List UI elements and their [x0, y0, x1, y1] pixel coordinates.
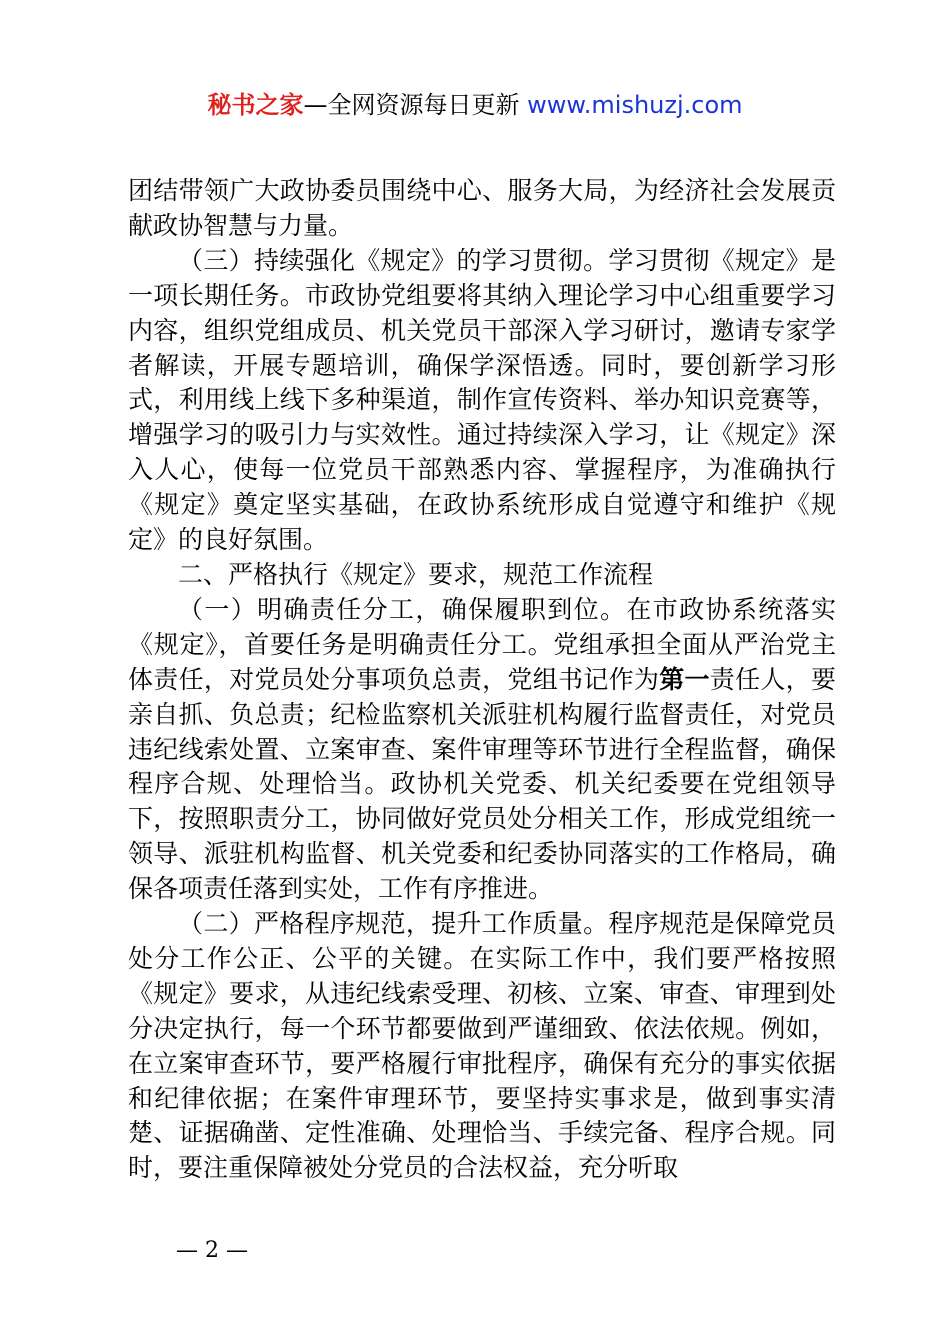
paragraph-text-after: 责任人，要亲自抓、负总责；纪检监察机关派驻机构履行监督责任，对党员违纪线索处置、立案审查、案件审理等环节进行全程监督，确保程序合规、处理恰当。政协机关党委、机关纪委要在党组领导下，按照职责分工，协同做好党员处分相关工作，形成党组统一领导、派驻机构监督、机关党委和纪委协同落实的工作格局，确保各项责任落到实处，工作有序推进。 — [128, 664, 836, 904]
site-header — [0, 88, 950, 122]
paragraph-subsection-1 — [128, 593, 836, 907]
paragraph-text-before: （一）明确责任分工，确保履职到位。在市政协系统落实《规定》，首要任务是明确责任分工。党组承担全面从严治党主体责任，对党员处分事项负总责，党组书记作为 — [128, 594, 836, 694]
paragraph-continuation: 团结带领广大政协委员围绕中心、服务大局，为经济社会发展贡献政协智慧与力量。 — [128, 176, 836, 240]
document-body — [128, 174, 836, 1186]
paragraph-section-3: （三）持续强化《规定》的学习贯彻。学习贯彻《规定》是一项长期任务。市政协党组要将其纳入理论学习中心组重要学习内容，组织党组成员、机关党员干部深入学习研讨，邀请专家学者解读，开展专题培训，确保学深悟透。同时，要创新学习形式，利用线上线下多种渠道，制作宣传资料、举办知识竞赛等，增强学习的吸引力与实效性。通过持续深入学习，让《规定》深入人心，使每一位党员干部熟悉内容、掌握程序，为准确执行《规定》奠定坚实基础，在政协系统形成自觉遵守和维护《规定》的良好氛围。 — [128, 245, 836, 555]
header-brand: 秘书之家 — [207, 91, 304, 119]
bold-emphasis: 第一 — [659, 664, 710, 694]
paragraph-subsection-2: （二）严格程序规范，提升工作质量。程序规范是保障党员处分工作公正、公平的关键。在实际工作中，我们要严格按照《规定》要求，从违纪线索受理、初核、立案、审查、审理到处分决定执行，每一个环节都要做到严谨细致、依法依规。例如，在立案审查环节，要严格履行审批程序，确保有充分的事实依据和纪律依据；在案件审理环节，要坚持实事求是，做到事实清楚、证据确凿、定性准确、处理恰当、手续完备、程序合规。同时，要注重保障被处分党员的合法权益，充分听取 — [128, 909, 836, 1183]
header-tagline: —全网资源每日更新 — [303, 91, 528, 119]
header-url-link[interactable]: www.mishuzj.com — [527, 91, 743, 119]
page-number: — 2 — — [176, 1238, 248, 1263]
section-heading-2: 二、严格执行《规定》要求，规范工作流程 — [178, 559, 654, 589]
